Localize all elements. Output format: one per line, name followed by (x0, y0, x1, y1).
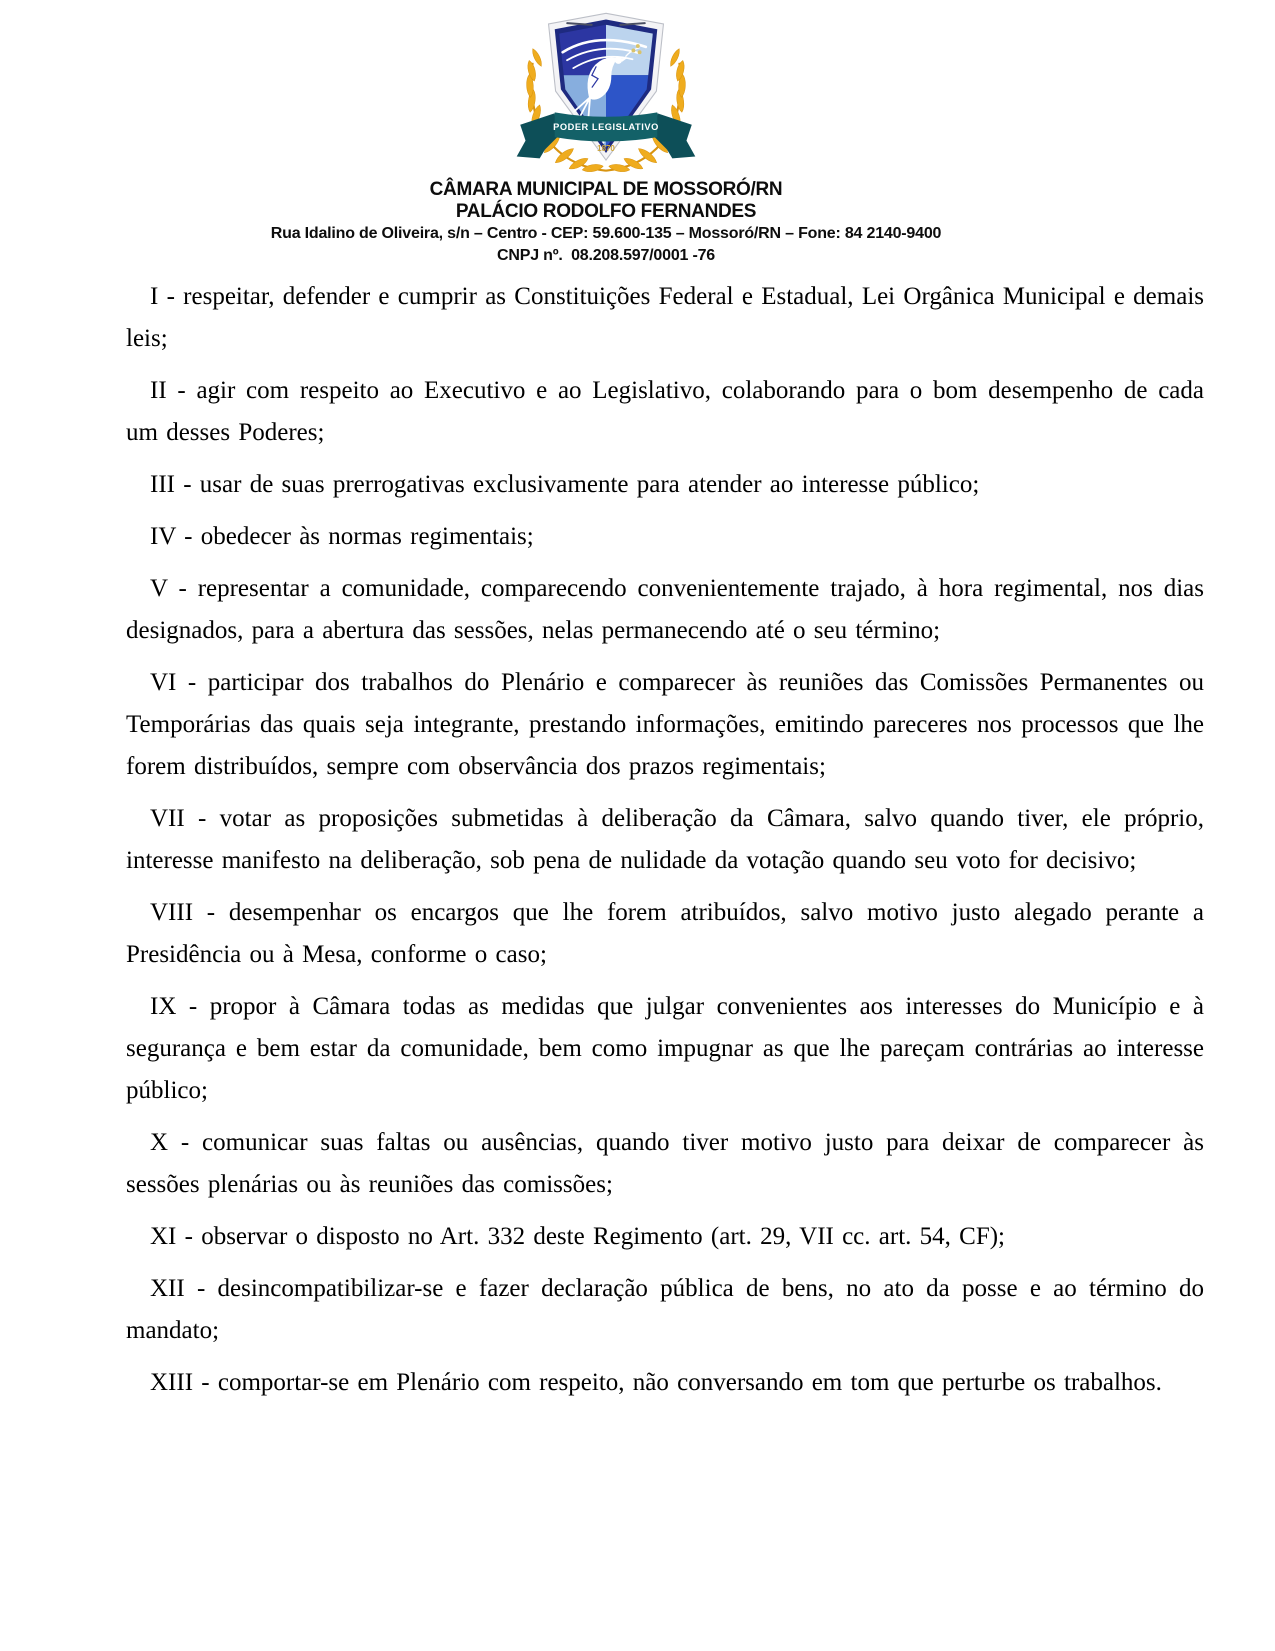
list-item-XIII: XIII - comportar-se em Plenário com respeito, não conversando em tom que perturbe os trabalhos. (150, 1369, 1162, 1396)
list-item-VI: VI - participar dos trabalhos do Plenário e comparecer às reuniões das Comissões Permanentes ou Temporárias das quais seja integrante, prestando informações, emitindo pareceres nos processos que lhe forem distribuídos, sempre com observância dos prazos regimentais; (126, 669, 1204, 780)
list-item-III: III - usar de suas prerrogativas exclusivamente para atender ao interesse público; (150, 471, 980, 498)
address-line: Rua Idalino de Oliveira, s/n – Centro - CEP: 59.600-135 – Mossoró/RN – Fone: 84 2140-9400 (270, 225, 942, 242)
list-item-IV: IV - obedecer às normas regimentais; (150, 523, 534, 550)
document-header (0, 8, 1212, 267)
list-item-IX: IX - propor à Câmara todas as medidas que julgar convenientes aos interesses do Município e à segurança e bem estar da comunidade, bem como impugnar as que lhe pareçam contrárias ao interesse público; (126, 993, 1204, 1104)
cnpj-line: CNPJ nº. 08.208.597/0001 -76 (497, 247, 715, 264)
building-name: PALÁCIO RODOLFO FERNANDES (455, 201, 757, 222)
coat-of-arms-logo (0, 8, 1212, 176)
founding-year: 1870 (597, 144, 615, 154)
list-item-XI: XI - observar o disposto no Art. 332 deste Regimento (art. 29, VII cc. art. 54, CF); (150, 1223, 1005, 1250)
list-item-VIII: VIII - desempenhar os encargos que lhe forem atribuídos, salvo motivo justo alegado perante a Presidência ou à Mesa, conforme o caso; (126, 899, 1204, 968)
org-name: CÂMARA MUNICIPAL DE MOSSORÓ/RN (429, 179, 783, 200)
list-item-VII: VII - votar as proposições submetidas à deliberação da Câmara, salvo quando tiver, ele próprio, interesse manifesto na deliberação, sob pena de nulidade da votação quando seu voto for decisivo; (126, 805, 1204, 874)
list-item-V: V - representar a comunidade, comparecendo convenientemente trajado, à hora regimental, nos dias designados, para a abertura das sessões, nelas permanecendo até o seu término; (126, 575, 1204, 644)
list-item-X: X - comunicar suas faltas ou ausências, quando tiver motivo justo para deixar de comparecer às sessões plenárias ou às reuniões das comissões; (126, 1129, 1204, 1198)
legislative-crest-icon (492, 8, 720, 176)
ribbon-label: PODER LEGISLATIVO (553, 122, 659, 133)
list-item-II: II - agir com respeito ao Executivo e ao Legislativo, colaborando para o bom desempenho de cada um desses Poderes; (126, 377, 1204, 446)
document-body (126, 276, 1204, 1414)
list-item-I: I - respeitar, defender e cumprir as Constituições Federal e Estadual, Lei Orgânica Municipal e demais leis; (126, 283, 1204, 352)
list-item-XII: XII - desincompatibilizar-se e fazer declaração pública de bens, no ato da posse e ao término do mandato; (126, 1275, 1204, 1344)
